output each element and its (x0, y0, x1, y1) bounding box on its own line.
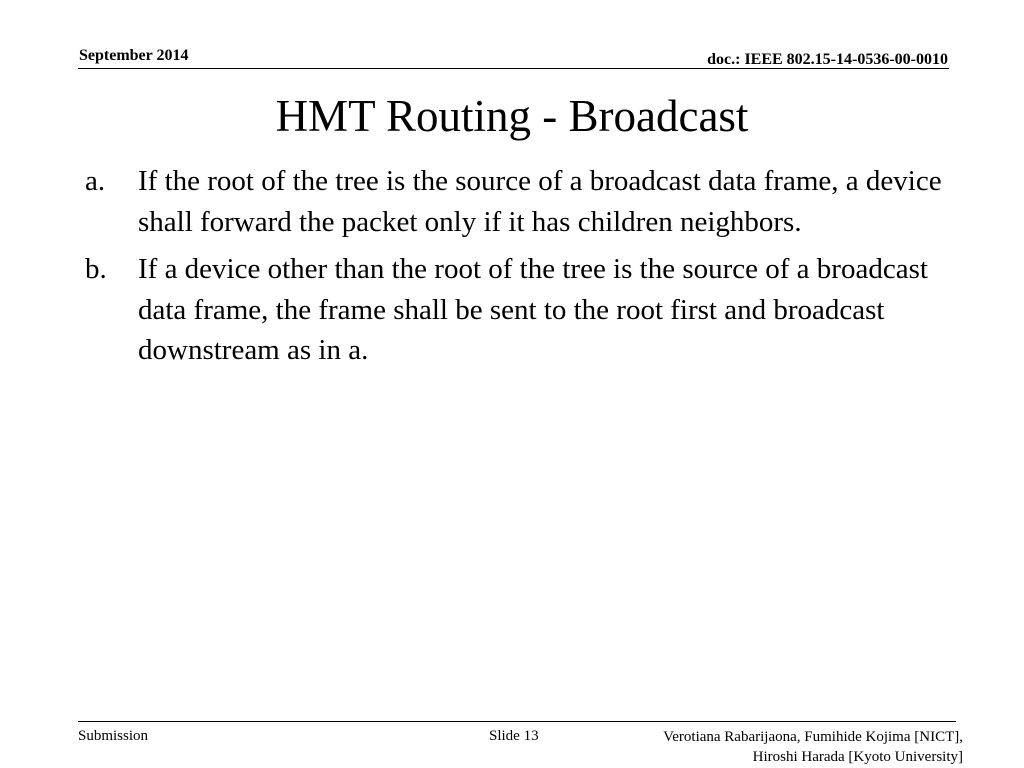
footer-authors-line2: Hiroshi Harada [Kyoto University] (752, 749, 963, 765)
footer-authors (663, 727, 963, 767)
header-date: September 2014 (79, 47, 189, 64)
footer-divider (78, 721, 956, 722)
list-item-marker: a. (85, 165, 106, 197)
slide-title: HMT Routing - Broadcast (275, 91, 749, 141)
list-item-text: If a device other than the root of the tree is the source of a broadcast data frame, the frame shall be sent to the root first and broadcast downstream as in a. (138, 253, 928, 366)
list-item (85, 249, 955, 371)
header-doc-id: doc.: IEEE 802.15-14-0536-00-0010 (707, 51, 948, 68)
list-item-marker: b. (85, 253, 107, 285)
footer-authors-line1: Verotiana Rabarijaona, Fumihide Kojima [NICT], (663, 729, 963, 745)
header-divider (78, 68, 949, 69)
list-item-text: If the root of the tree is the source of a broadcast data frame, a device shall forward the packet only if it has children neighbors. (138, 165, 942, 238)
footer-slide-number: Slide 13 (489, 728, 539, 744)
footer-submission: Submission (78, 728, 149, 744)
list-item (85, 161, 955, 242)
slide-body-list (85, 161, 955, 378)
